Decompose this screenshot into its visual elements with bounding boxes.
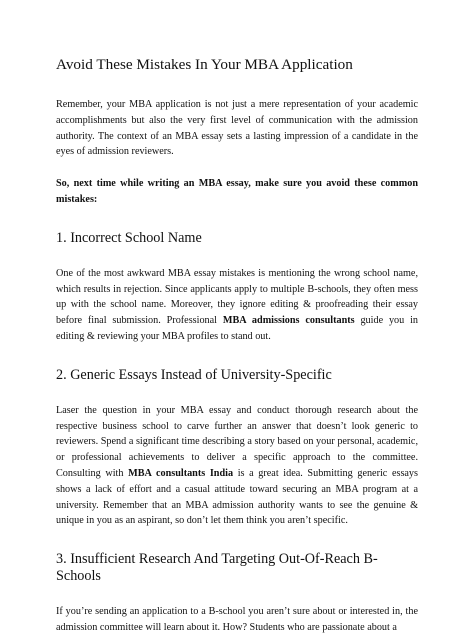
intro-paragraph: Remember, your MBA application is not just a mere representation of your academic accomplishments but also the very first level of communication with the admission authority. The context of an MBA essay sets a lasting impression of a candidate in the eyes of admission reviewers. xyxy=(56,99,418,158)
section-heading: 3. Insufficient Research And Targeting Out-Of-Reach B-Schools xyxy=(56,551,378,585)
section-heading: 1. Incorrect School Name xyxy=(56,229,202,246)
section-paragraph xyxy=(56,403,418,529)
paragraph-text: Laser the question in your MBA essay and conduct thorough research about the respective business school to carve further an answer that doesn’t look generic to reviewers. Spend a significant time describing a story based on your personal, academic, or professional achievements to deliver a specific approach to the committee. Consulting with xyxy=(56,404,418,479)
keyword-link: MBA admissions consultants xyxy=(222,315,355,327)
page-title: Avoid These Mistakes In Your MBA Application xyxy=(56,56,353,73)
paragraph-text: If you’re sending an application to a B-school you aren’t sure about or interested in, the admission committee will learn about it. How? Students who are passionate about a xyxy=(56,606,418,633)
section-paragraph xyxy=(56,266,418,345)
paragraph-text: is a great idea. Submitting generic essays shows a lack of effort and a casual attitude toward securing an MBA program at a university. Remember that an MBA admission authority wants to see the genuine & unique in you as an aspirant, so don’t let them think you aren’t specific. xyxy=(56,467,418,527)
lead-paragraph: So, next time while writing an MBA essay, make sure you avoid these common mistakes: xyxy=(56,178,418,205)
keyword-link: MBA consultants India xyxy=(128,467,234,479)
paragraph-text: guide you in editing & reviewing your MBA profiles to stand out. xyxy=(56,315,419,342)
paragraph-text: One of the most awkward MBA essay mistakes is mentioning the wrong school name, which results in rejection. Since applicants apply to multiple B-schools, they often mess up with the school name. Moreover, they ignore editing & proofreading their essay before final submission. Professional xyxy=(56,267,418,327)
section-generic-essays xyxy=(56,367,418,529)
section-insufficient-research xyxy=(56,551,418,636)
section-heading: 2. Generic Essays Instead of University-Specific xyxy=(56,366,332,383)
section-paragraph xyxy=(56,604,418,636)
section-incorrect-school-name xyxy=(56,230,418,345)
